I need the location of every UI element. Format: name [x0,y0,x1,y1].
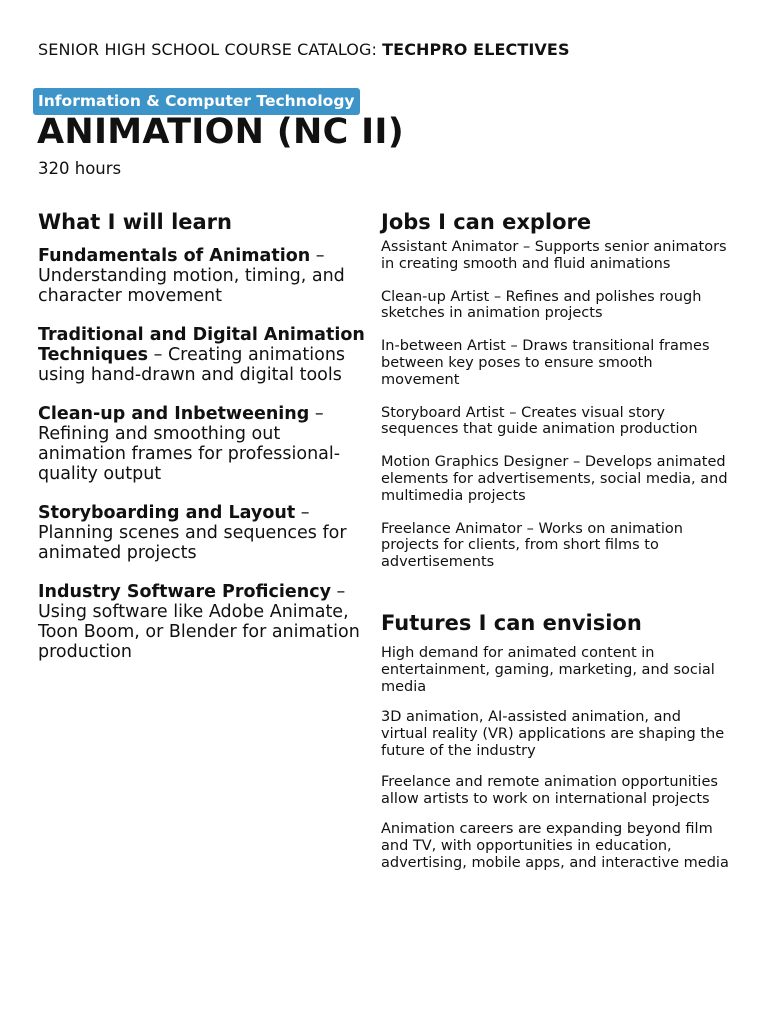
learn-item [38,404,368,484]
jobs-section [381,206,731,571]
learn-item-separator: – [309,404,324,424]
learn-item-title: Traditional and Digital Animation Techniques [38,325,365,365]
catalog-header [38,40,570,59]
learn-item [38,246,368,306]
job-item: Storyboard Artist – Creates visual story sequences that guide animation production [381,404,698,438]
course-hours: 320 hours [38,159,122,178]
learn-item-separator: – [148,345,168,365]
future-item: 3D animation, AI-assisted animation, and virtual reality (VR) applications are shaping the future of the industry [381,709,725,759]
future-item: Freelance and remote animation opportunities allow artists to work on international projects [381,773,718,807]
learn-item-separator: – [330,582,346,602]
futures-list [381,645,731,872]
learn-item-title: Clean-up and Inbetweening [38,404,310,424]
future-item: High demand for animated content in entertainment, gaming, marketing, and social media [381,644,715,695]
job-item: Freelance Animator – Works on animation projects for clients, from short films to advertisements [381,520,683,571]
catalog-program: TECHPRO ELECTIVES [382,40,570,59]
futures-section [381,607,731,872]
job-item: In-between Artist – Draws transitional frames between key poses to ensure smooth movement [381,338,710,388]
future-item: Animation careers are expanding beyond film and TV, with opportunities in education, advertising, mobile apps, and interactive media [381,821,729,871]
course-title: ANIMATION (NC II) [37,112,405,152]
catalog-prefix: SENIOR HIGH SCHOOL COURSE CATALOG: [38,40,383,59]
jobs-heading: Jobs I can explore [381,210,592,234]
learn-item-description: Using software like Adobe Animate, Toon Boom, or Blender for animation production [38,602,360,662]
learn-section [38,206,368,662]
job-item: Motion Graphics Designer – Develops animated elements for advertisements, social media, and multimedia projects [381,454,728,504]
learn-item [38,325,368,385]
job-item: Clean-up Artist – Refines and polishes rough sketches in animation projects [381,288,702,322]
learn-item-separator: – [310,246,325,266]
learn-item-description: Planning scenes and sequences for animated projects [38,523,347,563]
futures-heading: Futures I can envision [381,610,642,635]
learn-item [38,503,368,563]
category-badge: Information & Computer Technology [33,88,360,115]
jobs-list [381,239,731,571]
learn-item-description: Refining and smoothing out animation frames for professional-quality output [38,424,341,484]
right-column [381,206,731,872]
learn-item [38,582,368,662]
learn-item-separator: – [295,503,310,523]
learn-item-title: Industry Software Proficiency [38,582,331,602]
job-item: Assistant Animator – Supports senior animators in creating smooth and fluid animations [381,239,727,272]
learn-heading: What I will learn [38,210,232,234]
learn-item-title: Storyboarding and Layout [38,503,296,523]
learn-item-description: Creating animations using hand-drawn and digital tools [38,345,346,385]
learn-item-description: Understanding motion, timing, and character movement [38,266,345,306]
learn-item-title: Fundamentals of Animation [38,246,311,266]
